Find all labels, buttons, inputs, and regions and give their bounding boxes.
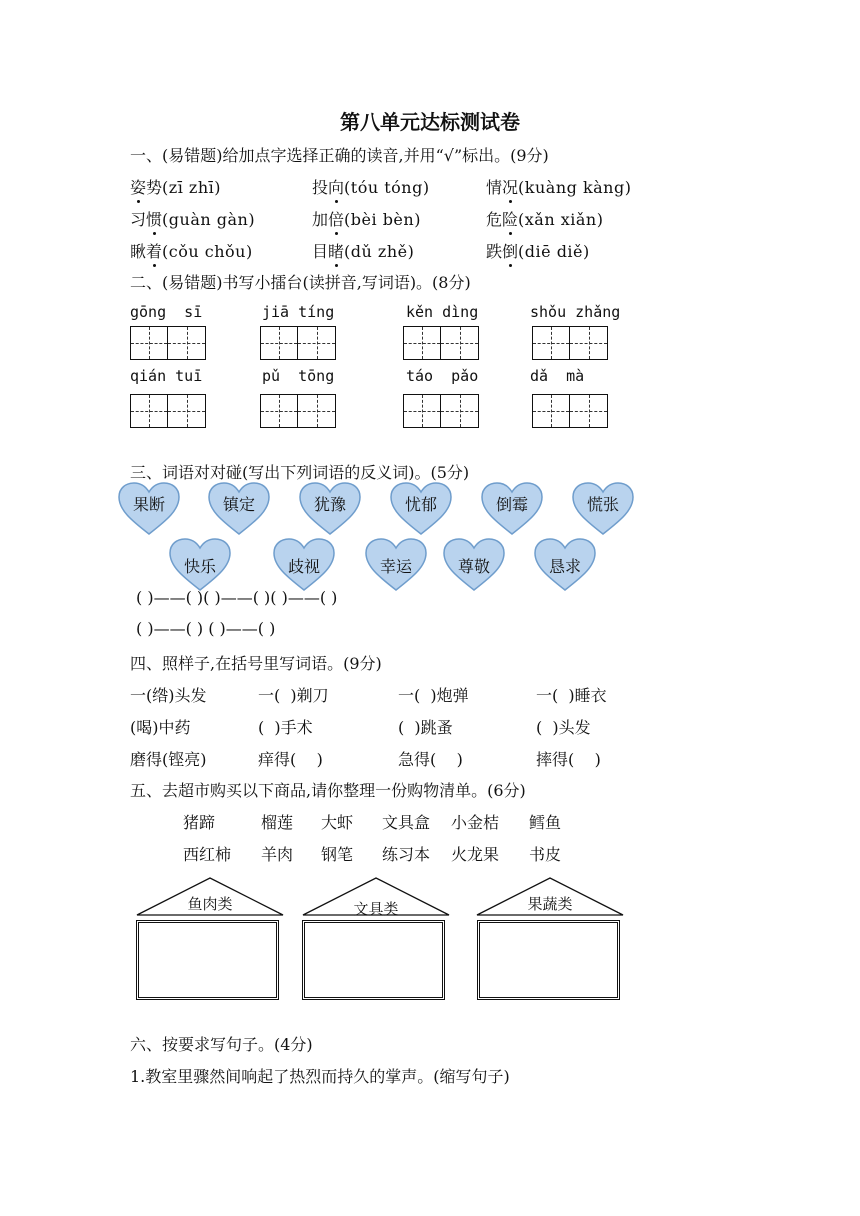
fill-in-phrase[interactable]: 一( )睡衣 <box>536 686 607 705</box>
pinyin-options[interactable]: (bèi bèn) <box>344 210 421 229</box>
writing-grid[interactable] <box>130 394 206 428</box>
page-title: 第八单元达标测试卷 <box>340 110 520 134</box>
word-heart-shape <box>533 538 597 592</box>
dotted-character: 倒 <box>502 239 518 262</box>
word-heart-shape <box>272 538 336 592</box>
word-part: 目 <box>312 242 329 261</box>
grid-square[interactable] <box>168 327 205 359</box>
heart-word: 倒霉 <box>495 495 528 514</box>
shopping-item: 大虾 <box>321 813 354 832</box>
shopping-item: 火龙果 <box>451 845 500 864</box>
pronunciation-item <box>486 175 631 198</box>
pinyin-options[interactable]: (xǎn xiǎn) <box>518 210 604 229</box>
category-label: 文具类 <box>353 900 399 918</box>
pinyin-label: jiā tíng <box>262 303 335 321</box>
word-heart-shape <box>480 482 544 536</box>
grid-square[interactable] <box>570 395 607 427</box>
dotted-character: 惯 <box>146 207 162 230</box>
grid-square[interactable] <box>404 395 441 427</box>
word-part: 势 <box>146 178 163 197</box>
writing-grid[interactable] <box>130 326 206 360</box>
category-label: 鱼肉类 <box>187 895 233 913</box>
grid-square[interactable] <box>570 327 607 359</box>
grid-square[interactable] <box>261 395 298 427</box>
grid-square[interactable] <box>533 327 570 359</box>
fill-in-phrase[interactable]: (喝)中药 <box>130 718 191 737</box>
fill-in-phrase[interactable]: ( )头发 <box>536 718 591 737</box>
fill-in-phrase[interactable]: 磨得(铿亮) <box>130 750 207 769</box>
word-heart-shape <box>207 482 271 536</box>
word-heart-shape <box>168 538 232 592</box>
grid-square[interactable] <box>168 395 205 427</box>
q1-heading: 一、(易错题)给加点字选择正确的读音,并用“√”标出。(9分) <box>130 146 549 165</box>
word-heart-shape <box>571 482 635 536</box>
fill-in-phrase[interactable]: 痒得( ) <box>258 750 323 769</box>
shopping-item: 钢笔 <box>321 845 354 864</box>
word-heart-shape <box>117 482 181 536</box>
word-part: 习 <box>130 210 147 229</box>
category-answer-box[interactable] <box>477 920 620 1000</box>
grid-square[interactable] <box>298 395 335 427</box>
heart-word: 歧视 <box>287 557 320 576</box>
writing-grid[interactable] <box>403 326 479 360</box>
q4-heading: 四、照样子,在括号里写词语。(9分) <box>130 654 382 673</box>
heart-word: 果断 <box>132 495 165 514</box>
shopping-item: 鳕鱼 <box>529 813 562 832</box>
fill-in-phrase[interactable]: 摔得( ) <box>536 750 601 769</box>
writing-grid[interactable] <box>260 326 336 360</box>
pinyin-label: gōng sī <box>130 303 203 321</box>
heart-word: 犹豫 <box>313 495 346 514</box>
pronunciation-item <box>130 175 221 198</box>
fill-in-phrase[interactable]: 急得( ) <box>398 750 463 769</box>
q3-answer-pairs-1[interactable]: ( )——( )( )——( )( )——( ) <box>136 588 338 607</box>
dotted-character: 着 <box>146 239 162 262</box>
shopping-item: 猪蹄 <box>183 813 216 832</box>
word-part: 跌 <box>486 242 503 261</box>
word-part: 危 <box>486 210 503 229</box>
pronunciation-item <box>486 239 590 262</box>
pronunciation-item <box>312 207 421 230</box>
heart-word: 镇定 <box>222 495 255 514</box>
category-answer-box[interactable] <box>136 920 279 1000</box>
pinyin-options[interactable]: (guàn gàn) <box>162 210 256 229</box>
pinyin-label: qián tuī <box>130 367 203 385</box>
writing-grid[interactable] <box>403 394 479 428</box>
shopping-item: 羊肉 <box>261 845 294 864</box>
pinyin-options[interactable]: (dǔ zhě) <box>344 242 415 261</box>
word-heart-shape <box>442 538 506 592</box>
pinyin-options[interactable]: (zī zhī) <box>162 178 221 197</box>
shopping-item: 书皮 <box>529 845 562 864</box>
word-part: 瞅 <box>130 242 147 261</box>
dotted-character: 险 <box>502 207 518 230</box>
q2-heading: 二、(易错题)书写小擂台(读拼音,写词语)。(8分) <box>130 273 471 292</box>
word-heart-shape <box>389 482 453 536</box>
heart-word: 尊敬 <box>457 557 490 576</box>
heart-word: 慌张 <box>586 495 619 514</box>
q5-heading: 五、去超市购买以下商品,请你整理一份购物清单。(6分) <box>130 781 526 800</box>
pinyin-options[interactable]: (kuàng kàng) <box>518 178 632 197</box>
pronunciation-item <box>312 239 414 262</box>
pronunciation-item <box>312 175 430 198</box>
pinyin-options[interactable]: (tóu tóng) <box>344 178 430 197</box>
grid-square[interactable] <box>131 395 168 427</box>
fill-in-phrase[interactable]: 一( )炮弹 <box>398 686 469 705</box>
writing-grid[interactable] <box>532 326 608 360</box>
pinyin-label: pǔ tōng <box>262 367 335 385</box>
q3-answer-pairs-2[interactable]: ( )——( ) ( )——( ) <box>136 619 276 638</box>
q3-heading: 三、词语对对碰(写出下列词语的反义词)。(5分) <box>130 463 470 482</box>
pinyin-label: dǎ mà <box>530 367 585 385</box>
writing-grid[interactable] <box>532 394 608 428</box>
category-answer-box[interactable] <box>302 920 445 1000</box>
heart-word: 快乐 <box>183 557 216 576</box>
shopping-item: 榴莲 <box>261 813 294 832</box>
word-part: 加 <box>312 210 329 229</box>
writing-grid[interactable] <box>260 394 336 428</box>
dotted-character: 睹 <box>328 239 344 262</box>
grid-square[interactable] <box>131 327 168 359</box>
shopping-item: 文具盒 <box>382 813 431 832</box>
word-heart-shape <box>364 538 428 592</box>
word-part: 情 <box>486 178 503 197</box>
dotted-character: 向 <box>328 175 344 198</box>
grid-square[interactable] <box>533 395 570 427</box>
grid-square[interactable] <box>261 327 298 359</box>
grid-square[interactable] <box>441 327 478 359</box>
grid-square[interactable] <box>298 327 335 359</box>
shopping-item: 小金桔 <box>451 813 500 832</box>
pinyin-label: shǒu zhǎng <box>530 303 621 321</box>
heart-word: 忧郁 <box>404 495 437 514</box>
grid-square[interactable] <box>441 395 478 427</box>
fill-in-phrase[interactable]: 一(绺)头发 <box>130 686 207 705</box>
pronunciation-item <box>130 207 255 230</box>
fill-in-phrase[interactable]: 一( )剃刀 <box>258 686 329 705</box>
fill-in-phrase[interactable]: ( )手术 <box>258 718 313 737</box>
pinyin-label: táo pǎo <box>406 367 479 385</box>
pronunciation-item <box>130 239 253 262</box>
word-part: 投 <box>312 178 329 197</box>
grid-square[interactable] <box>404 327 441 359</box>
word-heart-shape <box>298 482 362 536</box>
pronunciation-item <box>486 207 603 230</box>
heart-word: 幸运 <box>379 557 412 576</box>
heart-word: 恳求 <box>548 557 581 576</box>
dotted-character: 姿 <box>130 175 146 198</box>
dotted-character: 倍 <box>328 207 344 230</box>
shopping-item: 练习本 <box>382 845 431 864</box>
pinyin-options[interactable]: (diē diě) <box>518 242 590 261</box>
dotted-character: 况 <box>502 175 518 198</box>
fill-in-phrase[interactable]: ( )跳蚤 <box>398 718 453 737</box>
category-label: 果蔬类 <box>527 895 573 913</box>
q6-heading: 六、按要求写句子。(4分) <box>130 1035 313 1054</box>
pinyin-options[interactable]: (cǒu chǒu) <box>162 242 253 261</box>
shopping-item: 西红柿 <box>183 845 232 864</box>
q6-item-1: 1.教室里骤然间响起了热烈而持久的掌声。(缩写句子) <box>130 1067 510 1086</box>
pinyin-label: kěn dìng <box>406 303 479 321</box>
